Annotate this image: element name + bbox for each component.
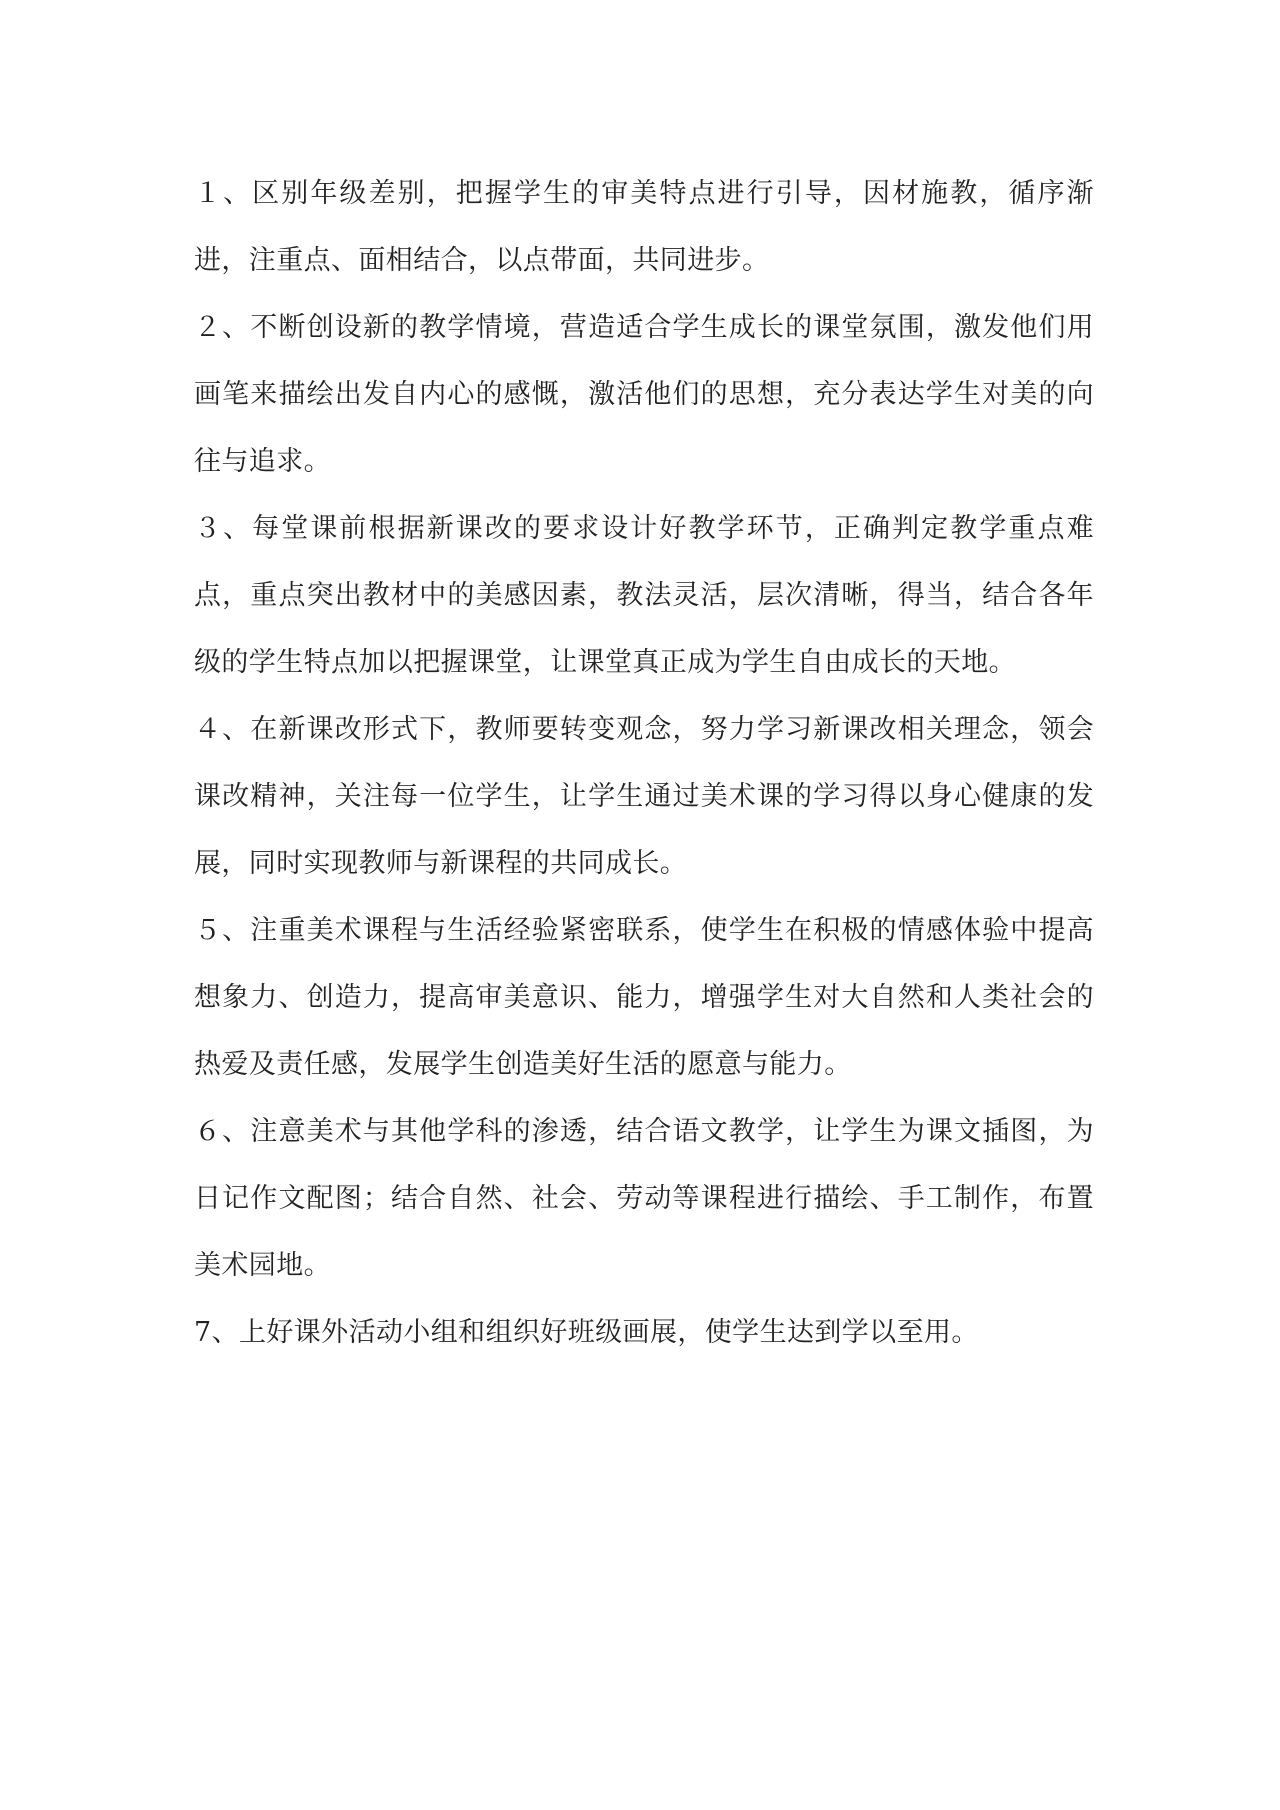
- paragraph-6: ６、注意美术与其他学科的渗透，结合语文教学，让学生为课文插图，为日记作文配图；结合自然、社会、劳动等课程进行描绘、手工制作，布置美术园地。: [194, 1116, 1094, 1281]
- paragraph-2: ２、不断创设新的教学情境，营造适合学生成长的课堂氛围，激发他们用画笔来描绘出发自内心的感慨，激活他们的思想，充分表达学生对美的向往与追求。: [194, 312, 1094, 477]
- paragraph-5: ５、注重美术课程与生活经验紧密联系，使学生在积极的情感体验中提高想象力、创造力，提高审美意识、能力，增强学生对大自然和人类社会的热爱及责任感，发展学生创造美好生活的愿意与能力。: [194, 915, 1094, 1080]
- paragraph-7: 7、上好课外活动小组和组织好班级画展，使学生达到学以至用。: [194, 1317, 979, 1348]
- paragraph-1: １、区别年级差别，把握学生的审美特点进行引导，因材施教，循序渐进，注重点、面相结合，以点带面，共同进步。: [194, 178, 1094, 276]
- paragraph-3: ３、每堂课前根据新课改的要求设计好教学环节，正确判定教学重点难点，重点突出教材中的美感因素，教法灵活，层次清晰，得当，结合各年级的学生特点加以把握课堂，让课堂真正成为学生自由成长的天地。: [194, 513, 1094, 678]
- paragraph-4: ４、在新课改形式下，教师要转变观念，努力学习新课改相关理念，领会课改精神，关注每一位学生，让学生通过美术课的学习得以身心健康的发展，同时实现教师与新课程的共同成长。: [194, 714, 1094, 879]
- document-body: [194, 160, 1094, 1366]
